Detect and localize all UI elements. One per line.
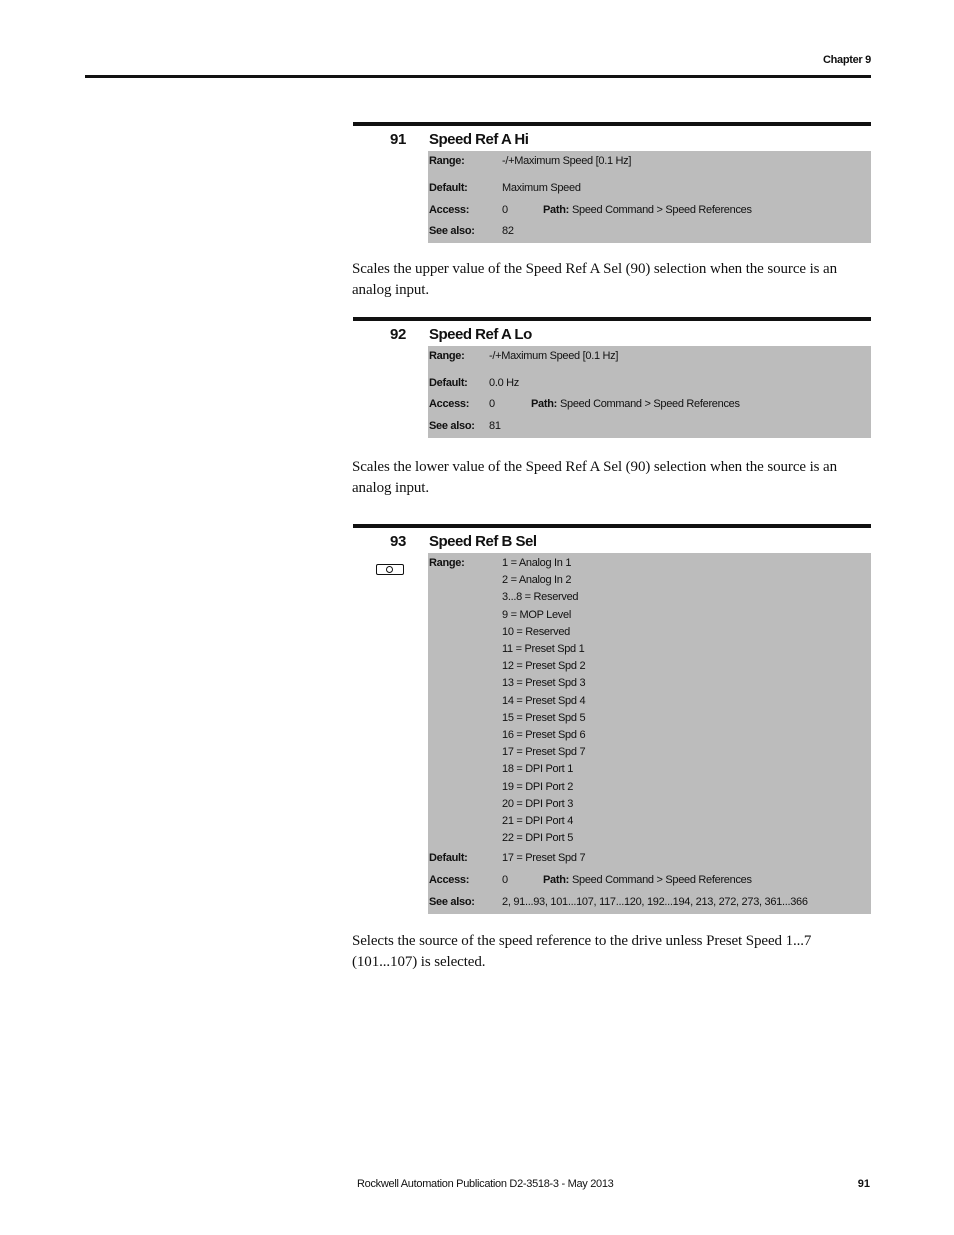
access-value: 0 xyxy=(489,398,495,410)
range-option: 10 = Reserved xyxy=(502,625,570,638)
parameter-number: 91 xyxy=(390,131,406,148)
default-value: 17 = Preset Spd 7 xyxy=(502,852,586,864)
default-label: Default: xyxy=(429,377,468,389)
parameter-name: Speed Ref A Hi xyxy=(429,131,529,148)
range-option: 1 = Analog In 1 xyxy=(502,557,572,569)
path-label: Path: xyxy=(543,204,570,216)
parameter-description: Scales the lower value of the Speed Ref A Sel (90) selection when the source is an analog input. xyxy=(352,459,837,496)
range-label: Range: xyxy=(429,350,465,362)
footer-publication: Rockwell Automation Publication D2-3518-3 - May 2013 xyxy=(357,1178,614,1190)
see-also-label: See also: xyxy=(429,896,475,908)
range-option: 14 = Preset Spd 4 xyxy=(502,694,586,707)
range-option: 21 = DPI Port 4 xyxy=(502,815,574,827)
see-also-value: 81 xyxy=(489,420,501,432)
parameter-92 xyxy=(353,317,871,438)
parameter-description: Selects the source of the speed reference to the drive unless Preset Speed 1...7 (101...107) is selected. xyxy=(352,933,812,970)
default-label: Default: xyxy=(429,852,468,864)
access-value: 0 xyxy=(502,874,508,886)
chapter-label: Chapter 9 xyxy=(822,54,871,66)
range-option: 20 = DPI Port 3 xyxy=(502,797,574,810)
path-value: Speed Command > Speed References xyxy=(572,204,752,216)
path-value: Speed Command > Speed References xyxy=(572,874,752,886)
header-rule xyxy=(85,75,871,78)
see-also-value: 82 xyxy=(502,225,514,237)
range-value: -/+Maximum Speed [0.1 Hz] xyxy=(489,350,619,362)
range-option: 22 = DPI Port 5 xyxy=(502,832,574,845)
range-option: 19 = DPI Port 2 xyxy=(502,780,574,793)
path-value: Speed Command > Speed References xyxy=(560,398,740,410)
parameter-name: Speed Ref A Lo xyxy=(429,326,532,343)
default-value: Maximum Speed xyxy=(502,182,581,194)
parameter-number: 93 xyxy=(390,533,406,550)
access-label: Access: xyxy=(429,398,470,410)
parameter-93 xyxy=(353,524,871,914)
path-label: Path: xyxy=(543,874,570,886)
range-option: 18 = DPI Port 1 xyxy=(502,763,574,776)
range-option: 15 = Preset Spd 5 xyxy=(502,711,586,724)
parameter-table xyxy=(428,553,871,914)
range-option: 9 = MOP Level xyxy=(502,608,571,621)
range-label: Range: xyxy=(429,557,465,569)
see-also-label: See also: xyxy=(429,420,475,432)
see-also-label: See also: xyxy=(429,225,475,237)
access-label: Access: xyxy=(429,204,470,216)
see-also-value: 2, 91...93, 101...107, 117...120, 192...194, 213, 272, 273, 361...366 xyxy=(502,896,808,908)
access-value: 0 xyxy=(502,204,508,216)
access-label: Access: xyxy=(429,874,470,886)
range-option: 3...8 = Reserved xyxy=(502,591,579,604)
range-label: Range: xyxy=(429,155,465,167)
config-icon xyxy=(376,564,404,575)
path-label: Path: xyxy=(531,398,558,410)
parameter-number: 92 xyxy=(390,326,406,343)
parameter-91 xyxy=(353,122,871,243)
parameter-name: Speed Ref B Sel xyxy=(429,533,537,550)
default-label: Default: xyxy=(429,182,468,194)
range-option: 11 = Preset Spd 1 xyxy=(502,643,585,655)
range-option: 16 = Preset Spd 6 xyxy=(502,729,586,741)
parameter-description: Scales the upper value of the Speed Ref A Sel (90) selection when the source is an analog input. xyxy=(352,261,837,298)
range-option: 2 = Analog In 2 xyxy=(502,574,572,587)
range-value: -/+Maximum Speed [0.1 Hz] xyxy=(502,155,632,167)
page-number: 91 xyxy=(857,1178,870,1190)
default-value: 0.0 Hz xyxy=(489,377,519,389)
parameter-table xyxy=(428,151,871,243)
parameter-table xyxy=(428,346,871,438)
range-option: 13 = Preset Spd 3 xyxy=(502,677,586,690)
range-option: 17 = Preset Spd 7 xyxy=(502,746,586,759)
range-option: 12 = Preset Spd 2 xyxy=(502,660,586,673)
